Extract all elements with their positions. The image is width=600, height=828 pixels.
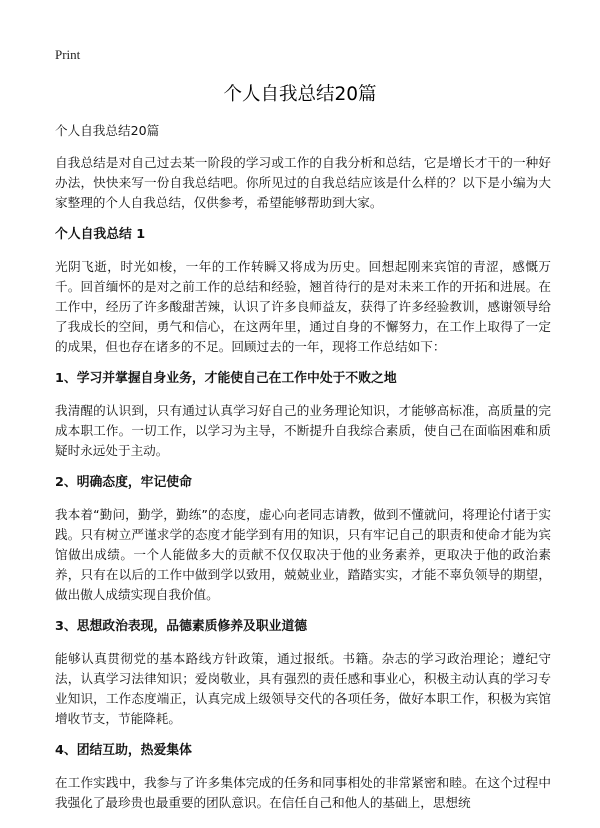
intro-paragraph: 自我总结是对自己过去某一阶段的学习或工作的自我分析和总结，它是增长才干的一种好办法，快快来写一份自我总结吧。你所见过的自我总结应该是什么样的？以下是小编为大家整理的个人自我总结，仅供参考，希望能够帮助到大家。 bbox=[55, 155, 551, 210]
print-label: Print bbox=[55, 47, 81, 62]
point-heading: 1、学习并掌握自身业务，才能使自己在工作中处于不败之地 bbox=[55, 371, 397, 386]
section-intro-paragraph: 光阴飞逝，时光如梭，一年的工作转瞬又将成为历史。回想起刚来宾馆的青涩，感慨万千。回首缅怀的是对之前工作的总结和经验，翘首待行的是对未来工作的开拓和进展。在工作中，经历了许多酸甜苦辣，认识了许多良师益友，获得了许多经验教训，感谢领导给了我成长的空间，勇气和信心，在这两年里，通过自身的不懈努力，在工作上取得了一定的成果，但也存在诸多的不足。回顾过去的一年，现将工作总结如下： bbox=[55, 259, 551, 354]
point-paragraph: 我清醒的认识到，只有通过认真学习好自己的业务理论知识，才能够高标准，高质量的完成本职工作。一切工作，以学习为主导，不断提升自我综合素质，使自己在面临困难和质疑时永远处于主动。 bbox=[55, 403, 551, 458]
point-paragraph: 我本着“勤问，勤学，勤练”的态度，虚心向老同志请教，做到不懂就问，将理论付诸于实践。只有树立严谨求学的态度才能学到有用的知识，只有牢记自己的职责和使命才能为宾馆做出成绩。一个人能做多大的贡献不仅仅取决于他的业务素养，更取决于他的政治素养，只有在以后的工作中做到学以致用，兢兢业业，踏踏实实，才能不辜负领导的期望，做出傲人成绩实现自我价值。 bbox=[55, 507, 551, 602]
point-paragraph: 能够认真贯彻党的基本路线方针政策，通过报纸。书籍。杂志的学习政治理论；遵纪守法，认真学习法律知识；爱岗敬业，具有强烈的责任感和事业心，积极主动认真的学习专业知识，工作态度端正，认真完成上级领导交代的各项任务，做好本职工作，积极为宾馆增收节支，节能降耗。 bbox=[55, 651, 551, 726]
document-subtitle: 个人自我总结20篇 bbox=[55, 123, 160, 138]
point-heading: 4、团结互助，热爱集体 bbox=[55, 743, 192, 758]
document-body bbox=[55, 121, 551, 825]
section-heading: 个人自我总结 1 bbox=[55, 227, 146, 242]
point-paragraph: 在工作实践中，我参与了许多集体完成的任务和同事相处的非常紧密和睦。在这个过程中我强化了最珍贵也最重要的团队意识。在信任自己和他人的基础上，思想统 bbox=[55, 775, 551, 810]
point-heading: 2、明确态度，牢记使命 bbox=[55, 475, 192, 490]
document-title: 个人自我总结20篇 bbox=[223, 84, 377, 105]
point-heading: 3、思想政治表现，品德素质修养及职业道德 bbox=[55, 619, 308, 634]
